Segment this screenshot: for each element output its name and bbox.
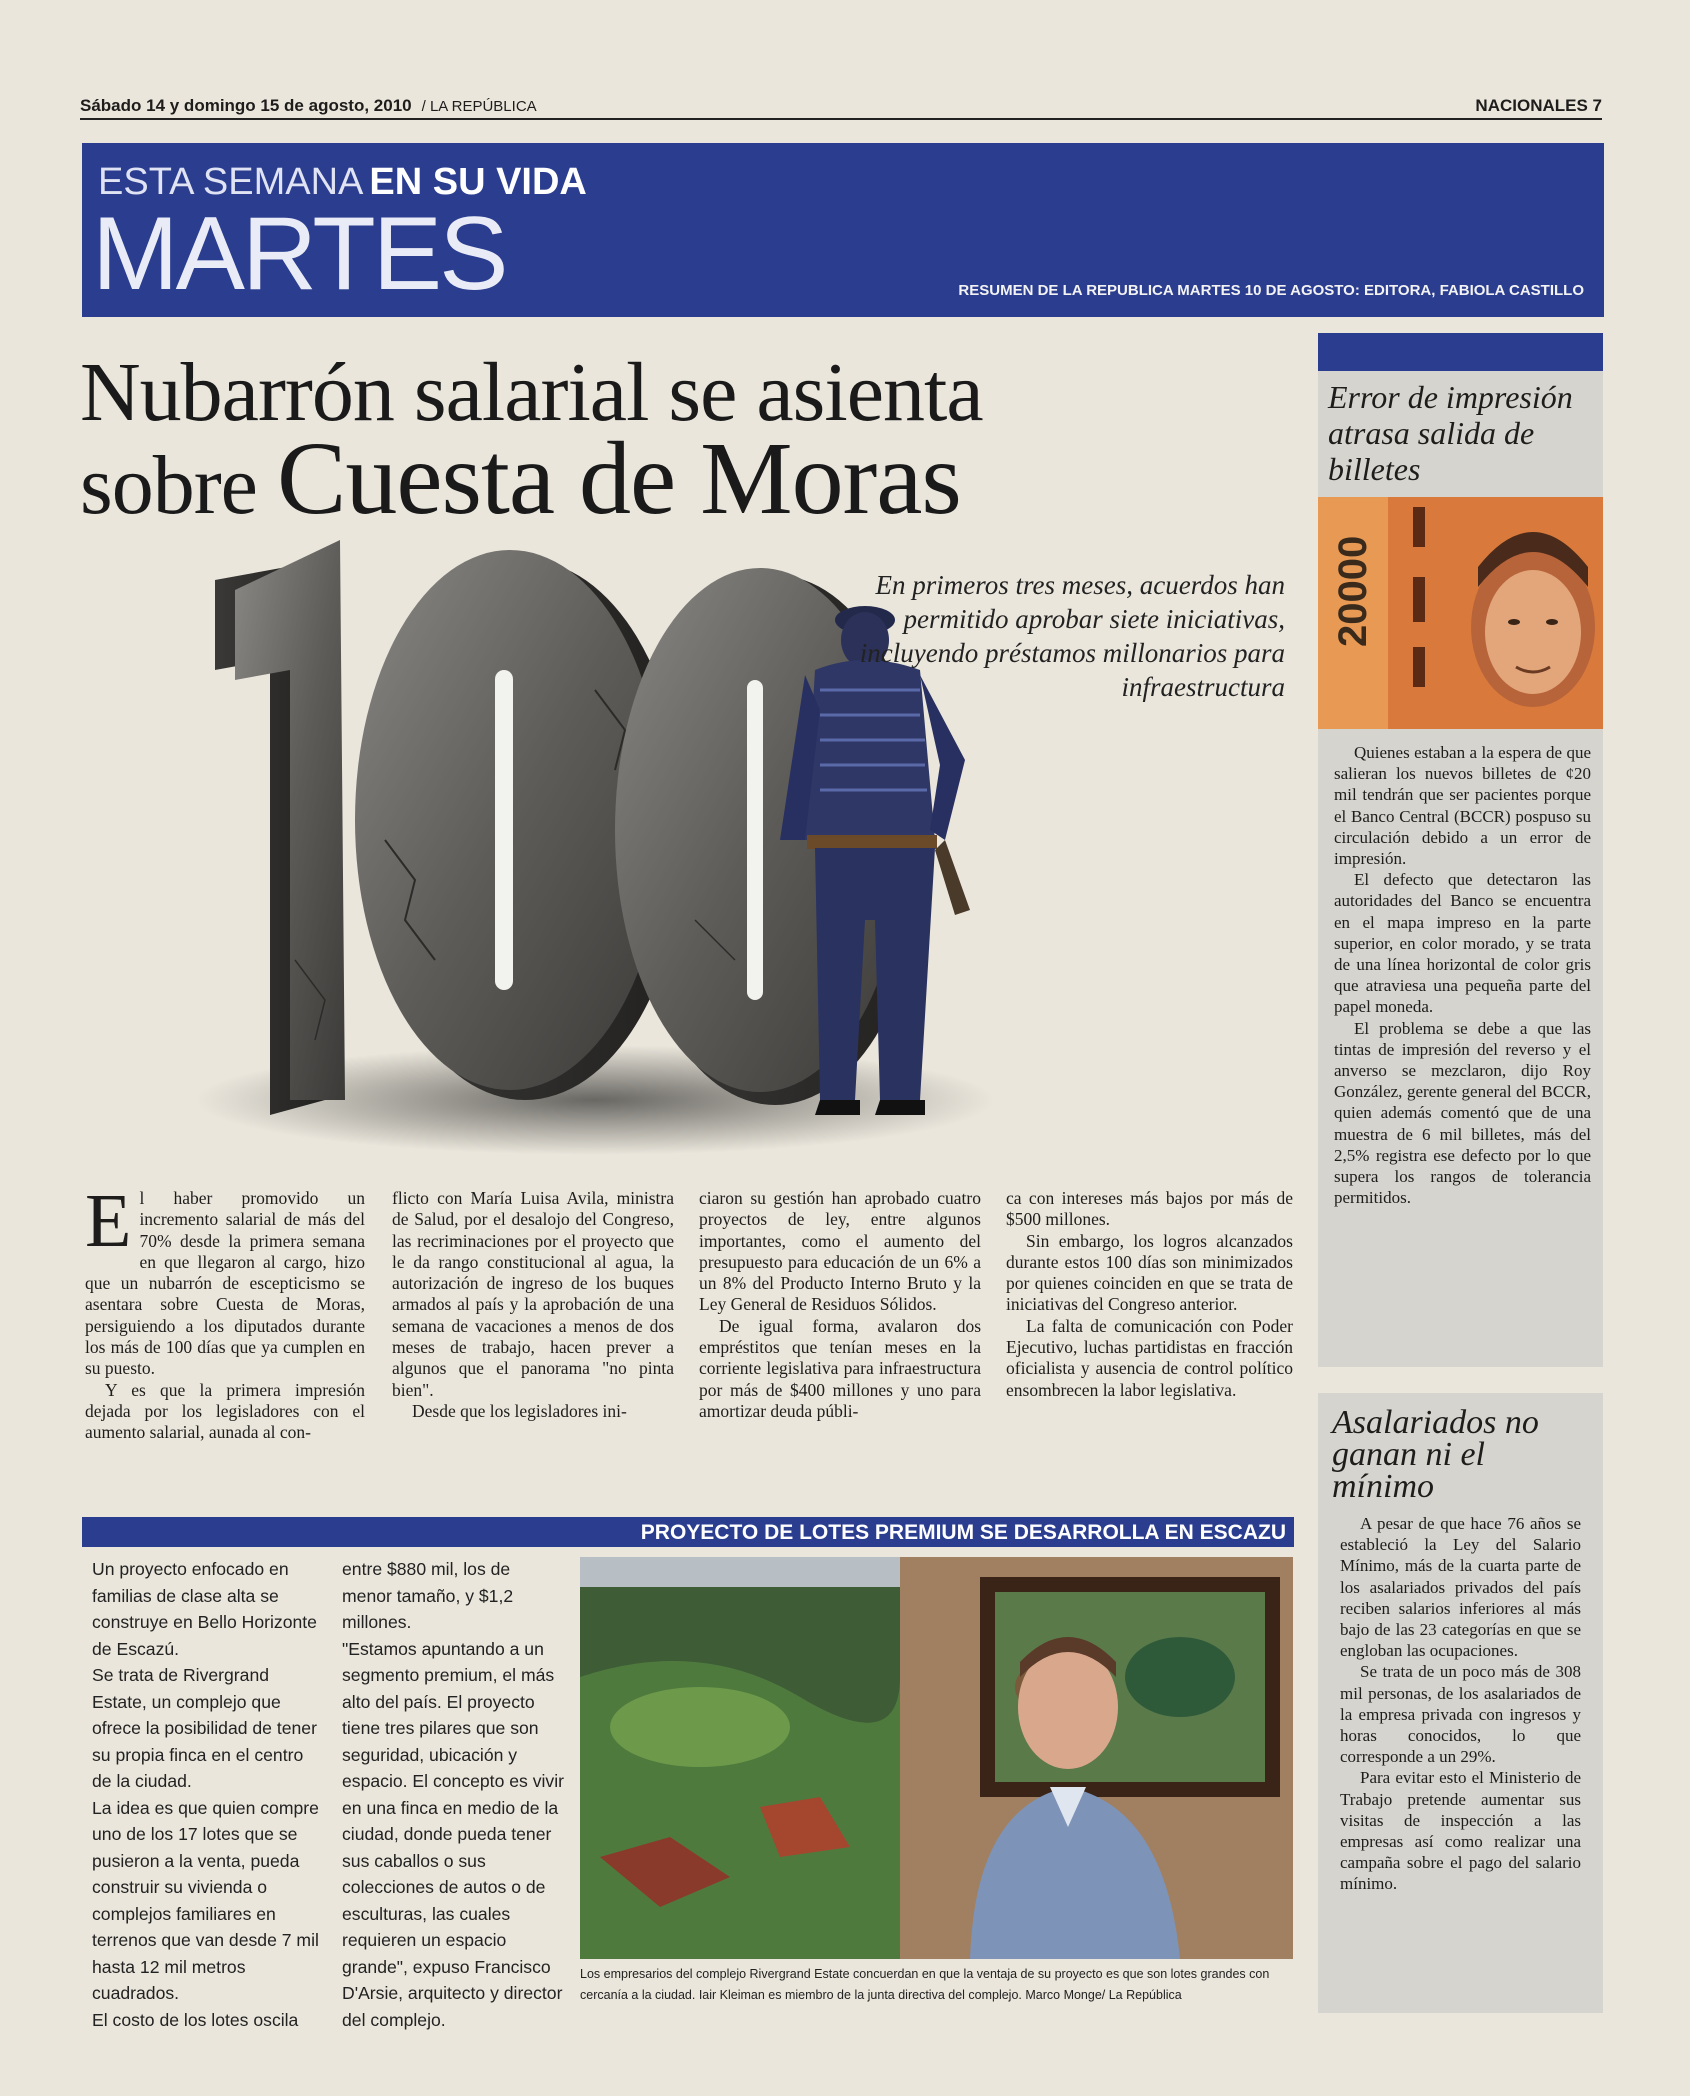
- article-paragraph: Desde que los legisladores ini-: [412, 1400, 627, 1421]
- lots-paragraph: Se trata de Rivergrand Estate, un complejo que ofrece la posibilidad de tener su propia finca en el centro de la ciudad.: [92, 1665, 317, 1791]
- lots-paragraph: "Estamos apuntando a un segmento premium, el más alto del país. El proyecto tiene tres pilares que son seguridad, ubicación y espacio. El concepto es vivir en una finca en medio de la ciudad, donde pueda tener sus caballos o sus colecciones de autos o de esculturas, las cuales requieren un espacio grande", expuso Francisco D'Arsie, arquitecto y director del complejo.: [342, 1638, 564, 2030]
- article-column-1: [85, 1179, 365, 1444]
- kicker-bold: EN SU VIDA: [369, 161, 587, 203]
- article-paragraph: ciaron su gestión han aprobado cuatro proyectos de ley, entre algunos importantes, como el aumento del presupuesto para educación de un 6% a un 8% del Producto Interno Bruto y la Ley General de Residuos Sólidos.: [699, 1188, 981, 1315]
- lots-column-1: [92, 1556, 320, 2033]
- sidebar-paragraph: A pesar de que hace 76 años se estableció la Ley del Salario Mínimo, más de la cuarta parte de los asalariados privados del país reciben salarios inferiores al más bajo de las 23 categorías en que se engloban las ocupaciones.: [1340, 1514, 1581, 1661]
- lots-paragraph: La idea es que quien compre uno de los 17 lotes que se pusieron a la venta, pueda construir su vivienda o complejos familiares en terrenos que van desde 7 mil hasta 12 mil metros cuadrados.: [92, 1797, 319, 2003]
- article-paragraph: De igual forma, avalaron dos empréstitos que tenían meses en la corriente legislativa para infraestructura por más de $400 millones y uno para amortizar deuda públi-: [699, 1315, 981, 1421]
- drop-cap: E: [85, 1179, 132, 1263]
- sidebar-title: Asalariados no ganan ni el mínimo: [1332, 1404, 1539, 1505]
- lots-paragraph: entre $880 mil, los de menor tamaño, y $1,2 millones.: [342, 1559, 514, 1632]
- article-paragraph: ca con intereses más bajos por más de $500 millones.: [1006, 1188, 1293, 1230]
- article-paragraph: Y es que la primera impresión dejada por los legisladores con el aumento salarial, aunada al con-: [85, 1379, 365, 1443]
- banner-summary: RESUMEN DE LA REPUBLICA MARTES 10 DE AGOSTO: EDITORA, FABIOLA CASTILLO: [958, 282, 1584, 299]
- sidebar-salario-minimo: [1318, 1393, 1603, 2013]
- banner-day: MARTES: [92, 196, 506, 312]
- photo-caption: Los empresarios del complejo Rivergrand Estate concuerdan en que la ventaja de su proyecto es que son lotes grandes con cercanía a la ciudad. Iair Kleiman es miembro de la junta directiva del complejo. Marco Monge/ La República: [580, 1967, 1270, 2002]
- lots-paragraph: El costo de los lotes oscila: [92, 2009, 299, 2030]
- sidebar-billetes: [1318, 333, 1603, 1367]
- lots-column-2: [342, 1556, 564, 2033]
- deck-subheadline: En primeros tres meses, acuerdos han permitido aprobar siete iniciativas, incluyendo préstamos millonarios para infraestructura: [859, 570, 1285, 702]
- sidebar-top-bar: [1318, 333, 1603, 371]
- banknote-number: 20000: [1331, 535, 1375, 647]
- main-headline: [80, 346, 1310, 536]
- sidebar-paragraph: Para evitar esto el Ministerio de Trabajo pretende aumentar sus visitas de inspección a las empresas así como realizar una campaña sobre el pago del salario mínimo.: [1340, 1768, 1581, 1894]
- sidebar-body: [1318, 1503, 1603, 1895]
- lots-heading: PROYECTO DE LOTES PREMIUM SE DESARROLLA EN ESCAZU: [640, 1521, 1286, 1544]
- kicker-light: ESTA SEMANA: [98, 161, 364, 203]
- lots-photo: [580, 1557, 1293, 1959]
- publication-name: / LA REPÚBLICA: [421, 98, 537, 115]
- sidebar-paragraph: Se trata de un poco más de 308 mil personas, de los asalariados de la empresa privada con ingresos y horas conocidos, lo que corresponde a un 29%.: [1340, 1662, 1581, 1767]
- article-column-4: [1006, 1188, 1293, 1401]
- article-paragraph: l haber promovido un incremento salarial de más del 70% desde la primera semana en que llegaron al cargo, hizo que un nubarrón de escepticismo se asentara sobre Cuesta de Moras, persiguiendo a los diputados durante los más de 100 días que ya cumplen en su puesto.: [85, 1188, 365, 1379]
- headline-line1: Nubarrón salarial se asienta: [80, 346, 983, 439]
- lots-story-bar: [82, 1517, 1294, 1547]
- banknote-image: [1318, 497, 1603, 729]
- sidebar-paragraph: Quienes estaban a la espera de que salieran los nuevos billetes de ¢20 mil tendrán que ser pacientes porque el Banco Central (BCCR) pospuso su circulación debido a un error de impresión.: [1334, 743, 1591, 869]
- lots-paragraph: Un proyecto enfocado en familias de clase alta se construye en Bello Horizonte de Escazú.: [92, 1559, 317, 1659]
- sidebar-paragraph: El defecto que detectaron las autoridades del Banco se encuentra en el mapa impreso en la parte superior, en color morado, y se trata de una línea horizontal de color gris que atraviesa una pequeña parte del papel moneda.: [1334, 870, 1591, 1017]
- section-page-label: NACIONALES 7: [1475, 96, 1602, 115]
- article-column-2: [392, 1188, 674, 1422]
- article-paragraph: Sin embargo, los logros alcanzados durante estos 100 días son minimizados por quienes coinciden en que se trata de iniciativas del Congreso anterior.: [1006, 1230, 1293, 1315]
- sidebar-paragraph: El problema se debe a que las tintas de impresión del reverso y el anverso se mezclaron, dijo Roy González, gerente general del BCCR, quien además comentó que de una muestra de 6 mil billetes, más del 2,5% registra ese defecto por lo que supera los rangos de tolerancia permitidos.: [1334, 1018, 1591, 1208]
- sidebar-title: Error de impresión atrasa salida de billetes: [1328, 379, 1573, 487]
- issue-date: Sábado 14 y domingo 15 de agosto, 2010: [80, 96, 412, 115]
- article-paragraph: flicto con María Luisa Avila, ministra de Salud, por el desalojo del Congreso, las recriminaciones por el proyecto que le da rango constitucional al agua, la autorización de ingreso de los buques armados al país y la aprobación de una semana de vacaciones a menos de dos meses de trabajo, hacen prever a algunos que el panorama "no pinta bien".: [392, 1188, 674, 1400]
- sidebar-body: [1318, 734, 1603, 1208]
- headline-line2-small: sobre: [80, 439, 257, 532]
- running-header: [80, 96, 1602, 120]
- section-banner: [82, 143, 1604, 317]
- article-column-3: [699, 1188, 981, 1422]
- headline-line2-big: Cuesta de Moras: [276, 421, 961, 536]
- article-paragraph: La falta de comunicación con Poder Ejecutivo, luchas partidistas en fracción oficialista y ausencia de control político ensombrecen la labor legislativa.: [1006, 1315, 1293, 1400]
